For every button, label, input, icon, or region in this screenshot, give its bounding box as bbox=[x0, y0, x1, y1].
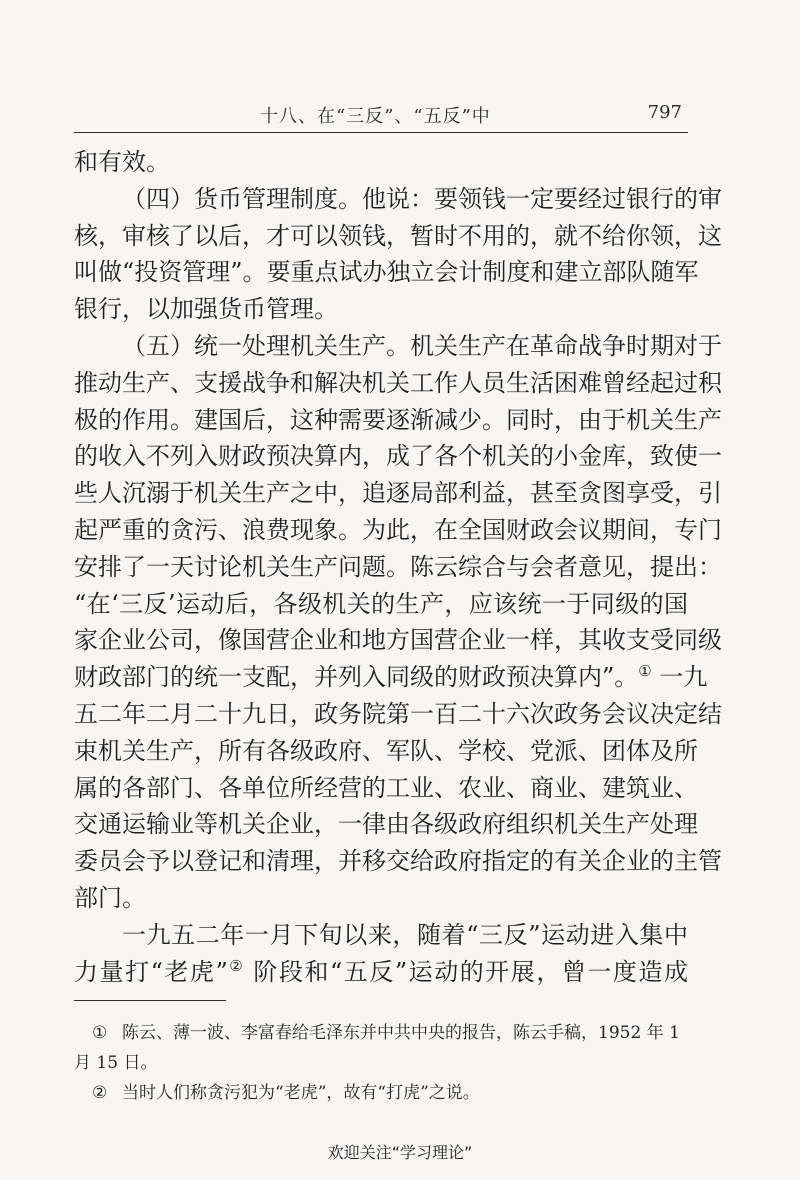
text-line-content: 极的作用。建国后，这种需要逐渐减少。同时，由于机关生产 bbox=[74, 405, 722, 434]
text-line bbox=[74, 365, 722, 402]
text-line-continuation: 阶段和“五反”运动的开展，曾一度造成 bbox=[244, 957, 688, 986]
footnote-item bbox=[74, 1078, 688, 1108]
running-head bbox=[74, 100, 688, 128]
footnote-text: 陈云、薄一波、李富春给毛泽东并中共中央的报告，陈云手稿，1952 年 1 bbox=[122, 1023, 680, 1043]
text-line-content: 交通运输业等机关企业，一律由各级政府组织机关生产处理 bbox=[74, 810, 698, 839]
text-line bbox=[74, 586, 688, 623]
text-line-content: 起严重的贪污、浪费现象。为此，在全国财政会议期间，专门 bbox=[74, 515, 722, 544]
footnote-text: 当时人们称贪污犯为“老虎”，故有“打虎”之说。 bbox=[122, 1083, 480, 1103]
body-text bbox=[74, 144, 722, 990]
text-line bbox=[74, 291, 688, 328]
text-line bbox=[74, 659, 708, 696]
text-line bbox=[74, 696, 722, 733]
footnote-mark: ① bbox=[92, 1023, 108, 1043]
text-line-content: 一九五二年一月下旬以来，随着“三反”运动进入集中 bbox=[122, 920, 688, 949]
text-line bbox=[74, 512, 722, 549]
text-line bbox=[74, 328, 722, 365]
text-line-content: 力量打“老虎” bbox=[74, 957, 228, 986]
text-line bbox=[74, 622, 722, 659]
footnotes bbox=[74, 1018, 688, 1108]
text-line-content: （五）统一处理机关生产。机关生产在革命战争时期对于 bbox=[122, 331, 722, 360]
text-line bbox=[74, 843, 722, 880]
text-line bbox=[74, 144, 688, 181]
text-line bbox=[74, 954, 688, 991]
text-line-content: 委员会予以登记和清理，并移交给政府指定的有关企业的主管 bbox=[74, 847, 722, 876]
text-line-content: 银行，以加强货币管理。 bbox=[74, 295, 338, 324]
text-line bbox=[74, 549, 722, 586]
text-line-content: （四）货币管理制度。他说：要领钱一定要经过银行的审 bbox=[122, 184, 722, 213]
running-title: 十八、在“三反”、“五反”中 bbox=[260, 106, 491, 127]
text-line bbox=[74, 475, 722, 512]
text-line bbox=[74, 218, 722, 255]
footnote-continuation: 月 15 日。 bbox=[74, 1053, 158, 1073]
text-line-content: 安排了一天讨论机关生产问题。陈云综合与会者意见，提出： bbox=[74, 552, 722, 581]
page-number: 797 bbox=[647, 102, 682, 123]
footnote-reference[interactable]: ② bbox=[227, 956, 245, 975]
text-line-content: 叫做“投资管理”。要重点试办独立会计制度和建立部队随军 bbox=[74, 258, 699, 287]
text-line bbox=[74, 181, 722, 218]
text-line-content: “在‘三反’运动后，各级机关的生产，应该统一于同级的国 bbox=[74, 589, 688, 618]
bottom-caption: 欢迎关注“学习理论” bbox=[327, 1143, 473, 1162]
text-line-content: 束机关生产，所有各级政府、军队、学校、党派、团体及所 bbox=[74, 736, 698, 765]
text-line-content: 推动生产、支援战争和解决机关工作人员生活困难曾经起过积 bbox=[74, 368, 722, 397]
text-line-content: 的收入不列入财政预决算内，成了各个机关的小金库，致使一 bbox=[74, 442, 722, 471]
text-line bbox=[74, 733, 698, 770]
text-line-content: 些人沉溺于机关生产之中，追逐局部利益，甚至贪图享受，引 bbox=[74, 479, 722, 508]
text-line bbox=[74, 402, 722, 439]
text-line-content: 和有效。 bbox=[74, 148, 170, 176]
text-line bbox=[74, 438, 722, 475]
text-line-content: 五二年二月二十九日，政务院第一百二十六次政务会议决定结 bbox=[74, 699, 722, 728]
text-line bbox=[74, 806, 698, 843]
text-line bbox=[74, 917, 688, 954]
text-line-content: 部门。 bbox=[74, 883, 146, 912]
footnote-rule bbox=[74, 1000, 226, 1001]
text-line bbox=[74, 770, 698, 807]
footnote-reference[interactable]: ① bbox=[638, 662, 652, 681]
text-line-content: 属的各部门、各单位所经营的工业、农业、商业、建筑业、 bbox=[74, 773, 698, 802]
header-rule bbox=[74, 132, 688, 133]
text-line bbox=[74, 880, 688, 917]
text-line-content: 家企业公司，像国营企业和地方国营企业一样，其收支受同级 bbox=[74, 626, 722, 655]
footnote-mark: ② bbox=[92, 1083, 108, 1103]
text-line-content: 核，审核了以后，才可以领钱，暂时不用的，就不给你领，这 bbox=[74, 221, 722, 250]
text-line bbox=[74, 254, 699, 291]
text-line-continuation: 一九 bbox=[651, 663, 708, 692]
text-line-content: 财政部门的统一支配，并列入同级的财政预决算内”。 bbox=[74, 663, 639, 692]
footnote-item bbox=[74, 1018, 688, 1048]
